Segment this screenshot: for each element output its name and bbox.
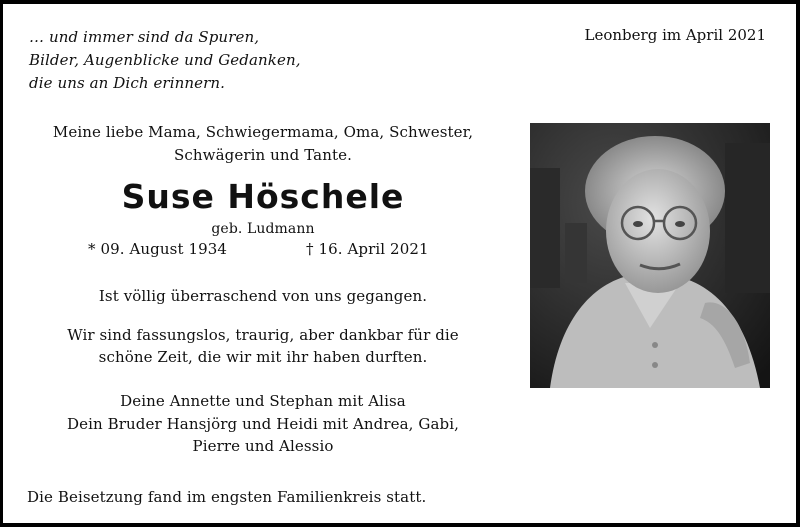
message-line-2: schöne Zeit, die wir mit ihr haben durften. <box>98 348 428 366</box>
deceased-name: Suse Höschele <box>121 177 405 216</box>
death-date: † 16. April 2021 <box>306 240 429 258</box>
message-line-1: Wir sind fassungslos, traurig, aber dankbar für die <box>67 326 459 344</box>
obituary-card <box>3 4 796 523</box>
memorial-quote <box>29 26 301 95</box>
message-passed: Ist völlig überraschend von uns gegangen. <box>98 287 428 305</box>
quote-line: Bilder, Augenblicke und Gedanken, <box>29 51 301 69</box>
funeral-note: Die Beisetzung fand im engsten Familienkreis statt. <box>27 488 427 506</box>
mourners-line-2: Dein Bruder Hansjörg und Heidi mit Andrea, Gabi, <box>67 415 459 433</box>
mourners-line-3: Pierre und Alessio <box>192 437 334 455</box>
birth-name: geb. Ludmann <box>211 221 315 237</box>
quote-line: die uns an Dich erinnern. <box>29 74 225 92</box>
quote-line: … und immer sind da Spuren, <box>29 28 260 46</box>
portrait-photo <box>530 123 770 388</box>
intro-line-2: Schwägerin und Tante. <box>174 146 352 164</box>
birth-date: * 09. August 1934 <box>88 240 228 258</box>
portrait-image <box>530 123 770 388</box>
place-date: Leonberg im April 2021 <box>584 26 766 44</box>
mourners-line-1: Deine Annette und Stephan mit Alisa <box>120 392 406 410</box>
intro-line-1: Meine liebe Mama, Schwiegermama, Oma, Schwester, <box>52 123 474 141</box>
